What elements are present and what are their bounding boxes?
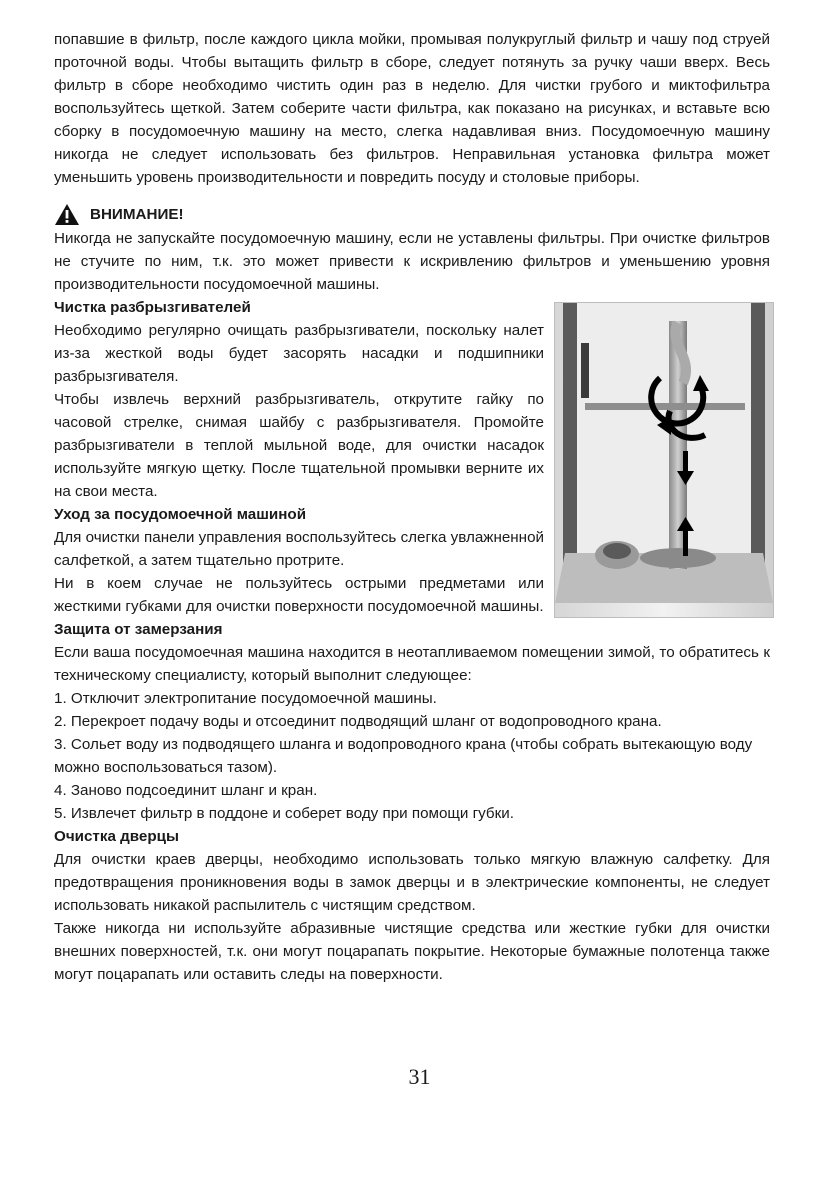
page-number: 31 bbox=[408, 1064, 431, 1089]
door-paragraph-1: Для очистки краев дверцы, необходимо использовать только мягкую влажную салфетку. Для предотвращения проникновения воды в замок дверцы и в электрические компоненты, не следует использовать никакой распылитель с чистящим средством. bbox=[54, 851, 770, 914]
freeze-step: 3. Сольет воду из подводящего шланга и водопроводного крана (чтобы собрать вытекающую воду можно воспользоваться тазом). bbox=[54, 736, 753, 776]
care-paragraph-1: Для очистки панели управления воспользуйтесь слегка увлажненной салфеткой, а затем тщательно протрите. bbox=[54, 529, 544, 569]
intro-paragraph: попавшие в фильтр, после каждого цикла мойки, промывая полукруглый фильтр и чашу под струей проточной воды. Чтобы вытащить фильтр в сборе, следует потянуть за ручку чаши вверх. Весь фильтр в сборе необходимо чистить один раз в неделю. Для чистки грубого и миктофильтра воспользуйтесь щеткой. Затем соберите части фильтра, как показано на рисунках, и вставьте всю сборку в посудомоечную машину на место, слегка надавливая вниз. Посудомоечную машину никогда не следует использовать без фильтров. Неправильная установка фильтра может уменьшить уровень производительности и повредить посуду и столовые приборы. bbox=[54, 31, 770, 186]
spray-arm-section bbox=[54, 296, 770, 618]
door-heading: Очистка дверцы bbox=[54, 828, 179, 845]
freeze-step: 1. Отключит электропитание посудомоечной машины. bbox=[54, 690, 437, 707]
warning-title: ВНИМАНИЕ! bbox=[90, 205, 184, 223]
door-paragraph-2: Также никогда ни используйте абразивные чистящие средства или жесткие губки для очистки внешних поверхностей, т.к. они могут поцарапать покрытие. Некоторые бумажные полотенца также могут поцарапать или оставить следы на поверхности. bbox=[54, 920, 770, 983]
freeze-step: 2. Перекроет подачу воды и отсоединит подводящий шланг от водопроводного крана. bbox=[54, 713, 662, 730]
spray-arms-heading: Чистка разбрызгивателей bbox=[54, 299, 251, 316]
freeze-step: 5. Извлечет фильтр в поддоне и соберет воду при помощи губки. bbox=[54, 805, 514, 822]
page-content bbox=[54, 28, 770, 986]
spray-arm-illustration bbox=[554, 302, 774, 618]
care-paragraph-2: Ни в коем случае не пользуйтесь острыми предметами или жесткими губками для очистки поверхности посудомоечной машины. bbox=[54, 575, 544, 615]
freeze-heading: Защита от замерзания bbox=[54, 621, 223, 638]
spray-arms-paragraph-2: Чтобы извлечь верхний разбрызгиватель, открутите гайку по часовой стрелке, снимая шайбу с разбрызгивателя. Промойте разбрызгиватели в теплой мыльной воде, для очистки насадок используйте мягкую щетку. После тщательной промывки верните их на свои места. bbox=[54, 391, 544, 500]
warning-text: Никогда не запускайте посудомоечную машину, если не уставлены фильтры. При очистке фильтров не стучите по ним, т.к. это может привести к искривлению фильтров и уменьшению уровня производительности посудомоечной машины. bbox=[54, 230, 770, 293]
care-heading: Уход за посудомоечной машиной bbox=[54, 506, 307, 523]
warning-triangle-icon bbox=[54, 203, 80, 226]
left-column bbox=[54, 296, 544, 618]
spray-arms-paragraph-1: Необходимо регулярно очищать разбрызгиватели, поскольку налет из-за жесткой воды будет засорять насадки и подшипники разбрызгивателя. bbox=[54, 322, 544, 385]
warning-header bbox=[54, 201, 770, 227]
freeze-step: 4. Заново подсоединит шланг и кран. bbox=[54, 782, 318, 799]
freeze-intro: Если ваша посудомоечная машина находится в неотапливаемом помещении зимой, то обратитесь к техническому специалисту, который выполнит следующее: bbox=[54, 644, 770, 684]
